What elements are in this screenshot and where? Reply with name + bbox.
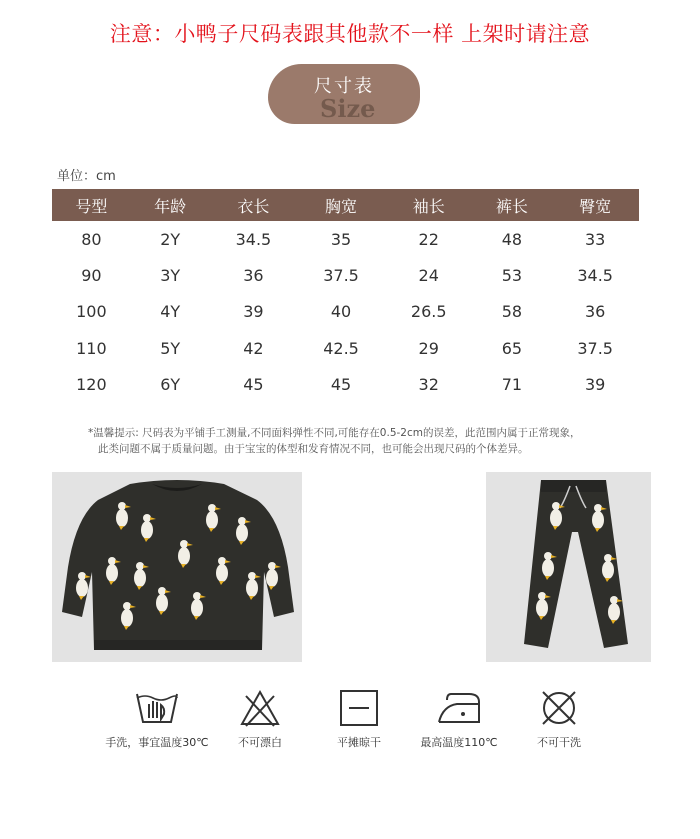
care-label: 平摊晾干 xyxy=(337,736,381,749)
table-row xyxy=(52,257,639,293)
size-chart-badge xyxy=(268,64,420,124)
unit-label: 单位：cm xyxy=(57,169,116,184)
care-label: 不可漂白 xyxy=(238,736,282,749)
table-cell: 53 xyxy=(501,266,523,286)
table-header: 年龄 xyxy=(131,189,210,221)
pants-photo xyxy=(486,472,651,662)
badge-title: 尺寸表 xyxy=(314,76,374,97)
table-cell: 80 xyxy=(81,229,102,249)
table-cell: 48 xyxy=(501,229,523,249)
table-header-row xyxy=(52,189,639,221)
table-cell: 58 xyxy=(501,302,523,322)
sweater-photo xyxy=(52,472,302,662)
care-label: 不可干洗 xyxy=(537,736,581,749)
table-cell: 22 xyxy=(418,229,439,249)
table-cell: 45 xyxy=(330,375,352,395)
no-bleach-icon xyxy=(238,688,282,728)
table-cell: 45 xyxy=(243,375,264,395)
table-header: 胸宽 xyxy=(297,189,385,221)
badge-subtitle: Size xyxy=(320,94,376,123)
tip-line-1: *温馨提示: 尺码表为平铺手工测量,不同面料弹性不同,可能存在0.5-2cm的误差，此范围内属于正常现象， xyxy=(88,427,581,439)
table-cell: 42 xyxy=(243,338,264,358)
table-cell: 3Y xyxy=(160,266,181,286)
table-cell: 34.5 xyxy=(235,229,272,249)
table-cell: 32 xyxy=(418,375,439,395)
table-cell: 39 xyxy=(243,302,264,322)
table-cell: 71 xyxy=(501,375,523,395)
size-tip xyxy=(88,425,648,457)
table-cell: 35 xyxy=(330,229,352,249)
table-cell: 4Y xyxy=(160,302,181,322)
table-cell: 100 xyxy=(76,302,107,322)
table-header: 衣长 xyxy=(210,189,298,221)
table-cell: 33 xyxy=(584,229,606,249)
table-cell: 90 xyxy=(81,266,102,286)
table-header: 臀宽 xyxy=(551,189,639,221)
table-cell: 26.5 xyxy=(410,302,447,322)
table-cell: 39 xyxy=(584,375,606,395)
table-cell: 36 xyxy=(243,266,264,286)
table-cell: 24 xyxy=(418,266,439,286)
care-label: 最高温度110℃ xyxy=(420,736,498,749)
care-hand-wash xyxy=(102,688,212,750)
care-dry-flat xyxy=(304,688,414,750)
table-cell: 6Y xyxy=(160,375,181,395)
size-table xyxy=(52,189,639,403)
care-no-bleach xyxy=(205,688,315,750)
dry-flat-icon xyxy=(337,688,381,728)
hand-wash-icon xyxy=(133,688,181,728)
table-header: 袖长 xyxy=(385,189,473,221)
care-label: 手洗，事宜温度30℃ xyxy=(105,736,209,749)
table-cell: 65 xyxy=(501,338,523,358)
table-cell: 37.5 xyxy=(323,266,359,286)
table-cell: 34.5 xyxy=(577,266,613,286)
notice-banner: 注意：小鸭子尺码表跟其他款不一样 上架时请注意 xyxy=(109,22,591,46)
care-no-dry-clean xyxy=(504,688,614,750)
pants-image xyxy=(486,472,651,662)
table-row xyxy=(52,221,639,257)
iron-icon xyxy=(433,688,485,728)
table-cell: 36 xyxy=(584,302,606,322)
table-cell: 110 xyxy=(76,338,107,358)
table-cell: 2Y xyxy=(160,229,181,249)
table-cell: 29 xyxy=(418,338,439,358)
table-cell: 120 xyxy=(76,375,107,395)
tip-line-2: 此类问题不属于质量问题。由于宝宝的体型和发育情况不同，也可能会出现尺码的个体差异。 xyxy=(98,443,529,455)
table-row xyxy=(52,330,639,366)
table-cell: 40 xyxy=(330,302,352,322)
table-cell: 5Y xyxy=(160,338,181,358)
table-header: 号型 xyxy=(52,189,131,221)
no-dry-clean-icon xyxy=(537,688,581,728)
sweater-image xyxy=(52,472,302,662)
table-cell: 37.5 xyxy=(577,338,613,358)
table-cell: 42.5 xyxy=(323,338,359,358)
table-row xyxy=(52,294,639,330)
care-iron xyxy=(404,688,514,750)
table-row xyxy=(52,367,639,403)
table-header: 裤长 xyxy=(473,189,552,221)
